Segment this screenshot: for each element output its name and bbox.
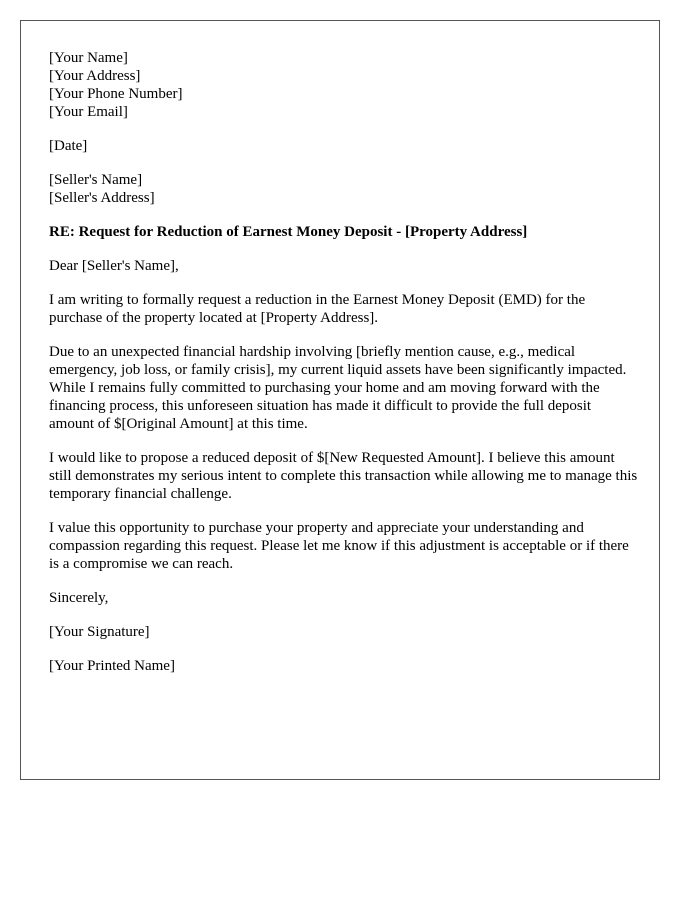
date-block xyxy=(49,137,639,155)
paragraph-appreciation: I value this opportunity to purchase your property and appreciate your understanding and compassion regarding this request. Please let me know if this adjustment is acceptable or if there is a compromise we can reach. xyxy=(49,520,629,572)
printed-name: [Your Printed Name] xyxy=(49,658,175,674)
subject-line: RE: Request for Reduction of Earnest Money Deposit - [Property Address] xyxy=(49,224,528,240)
letter-date: [Date] xyxy=(49,138,88,154)
recipient-name: [Seller's Name] xyxy=(49,172,143,188)
salutation: Dear [Seller's Name], xyxy=(49,258,179,274)
sender-block xyxy=(49,49,639,121)
letter-page xyxy=(20,20,660,780)
paragraph-proposal: I would like to propose a reduced deposit of $[New Requested Amount]. I believe this amount still demonstrates my serious intent to complete this transaction while allowing me to manage this temporary financial challenge. xyxy=(49,450,638,502)
sender-name: [Your Name] xyxy=(49,50,128,66)
recipient-address: [Seller's Address] xyxy=(49,190,155,206)
paragraph-request: I am writing to formally request a reduction in the Earnest Money Deposit (EMD) for the purchase of the property located at [Property Address]. xyxy=(49,292,586,326)
sender-email: [Your Email] xyxy=(49,104,128,120)
sender-address: [Your Address] xyxy=(49,68,141,84)
paragraph-hardship: Due to an unexpected financial hardship involving [briefly mention cause, e.g., medical emergency, job loss, or family crisis], my current liquid assets have been significantly impacted. While I remains fully committed to purchasing your home and am moving forward with the financing process, this unforeseen situation has made it difficult to provide the full deposit amount of $[Original Amount] at this time. xyxy=(49,344,627,432)
recipient-block xyxy=(49,171,639,207)
letter-body xyxy=(49,49,639,691)
sender-phone: [Your Phone Number] xyxy=(49,86,183,102)
closing: Sincerely, xyxy=(49,590,109,606)
signature: [Your Signature] xyxy=(49,624,150,640)
